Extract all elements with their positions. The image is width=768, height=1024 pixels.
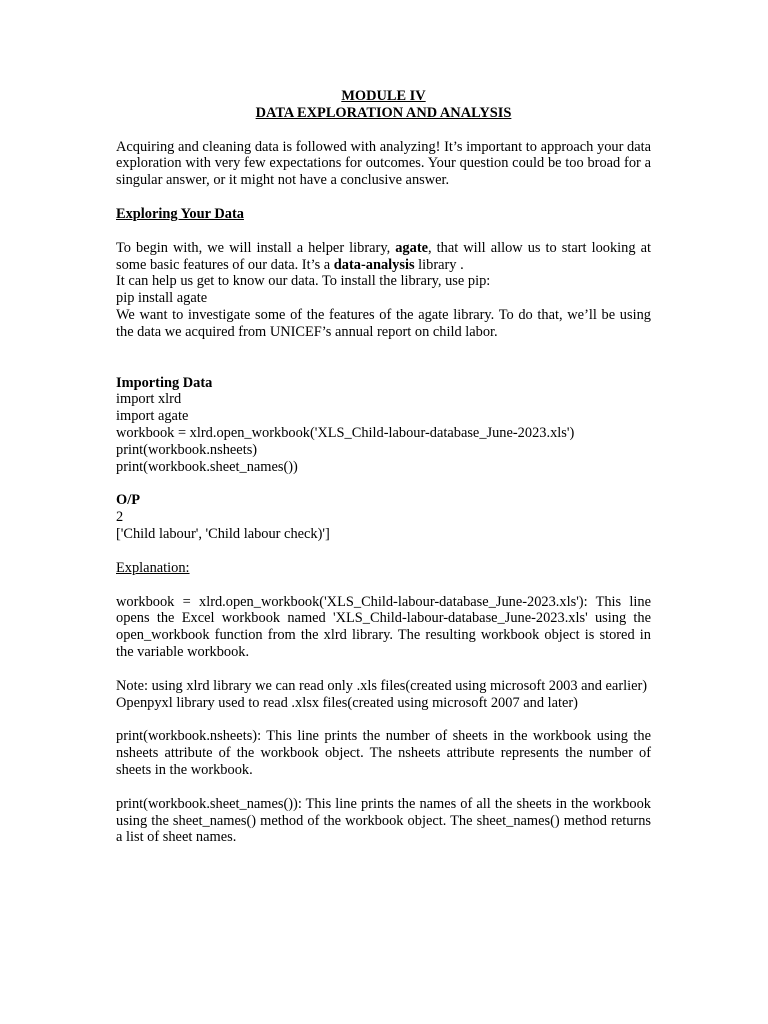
code-block — [116, 391, 651, 475]
section-heading-importing: Importing Data — [116, 374, 213, 391]
intro-paragraph: Acquiring and cleaning data is followed with analyzing! It’s important to approach your data exploration with very few expectations for outcomes. Your question could be too broad for a singular answer, or it might not have a conclusive answer. — [116, 138, 651, 189]
module-title: MODULE IV — [341, 88, 426, 104]
spacer — [116, 341, 651, 375]
output-line: ['Child labour', 'Child labour check)'] — [116, 525, 330, 542]
code-line: import agate — [116, 408, 189, 425]
spacer — [116, 711, 651, 728]
spacer — [116, 779, 651, 796]
spacer — [116, 661, 651, 678]
module-subtitle: DATA EXPLORATION AND ANALYSIS — [255, 104, 512, 121]
code-line: import xlrd — [116, 391, 182, 408]
output-line: 2 — [116, 509, 124, 526]
section-heading-exploring: Exploring Your Data — [116, 205, 244, 222]
note-xlrd: Note: using xlrd library we can read only .xls files(created using microsoft 2003 and earlier) — [116, 677, 648, 694]
exploring-paragraph — [116, 240, 651, 274]
code-line: print(workbook.nsheets) — [116, 441, 258, 458]
document-page — [116, 88, 651, 846]
spacer — [116, 223, 651, 240]
section-heading-explanation: Explanation: — [116, 559, 190, 576]
explanation-paragraph-3: print(workbook.sheet_names()): This line prints the names of all the sheets in the workbook using the sheet_names() method of the workbook object. The sheet_names() method returns a list of sheet names. — [116, 795, 651, 846]
code-line: workbook = xlrd.open_workbook('XLS_Child-labour-database_June-2023.xls') — [116, 424, 575, 441]
data-analysis-term: data-analysis — [333, 256, 415, 273]
code-line: print(workbook.sheet_names()) — [116, 458, 298, 475]
explanation-paragraph-1: workbook = xlrd.open_workbook('XLS_Child-labour-database_June-2023.xls'): This line opens the Excel workbook named 'XLS_Child-labour-database_June-2023.xls' using the open_workbook function from the xlrd library. The resulting workbook object is stored in the variable workbook. — [116, 593, 651, 660]
investigate-paragraph: We want to investigate some of the features of the agate library. To do that, we’ll be using the data we acquired from UNICEF’s annual report on child labor. — [116, 306, 651, 340]
note-openpyxl: Openpyxl library used to read .xlsx files(created using microsoft 2007 and later) — [116, 694, 578, 711]
install-hint: It can help us get to know our data. To install the library, use pip: — [116, 273, 491, 290]
pip-command: pip install agate — [116, 290, 208, 307]
section-heading-output: O/P — [116, 492, 140, 509]
spacer — [116, 577, 651, 594]
explanation-paragraph-2: print(workbook.nsheets): This line prints the number of sheets in the workbook using the nsheets attribute of the workbook object. The nsheets attribute represents the number of sheets in the workbook. — [116, 728, 651, 778]
spacer — [116, 543, 651, 560]
agate-term: agate — [395, 239, 428, 256]
spacer — [116, 122, 651, 139]
exploring-text-start: To begin with, we will install a helper library, — [116, 239, 396, 256]
exploring-text-end: library . — [414, 256, 464, 273]
spacer — [116, 189, 651, 206]
spacer — [116, 475, 651, 492]
exploring-text-mid: , that will allow us to start looking at some basic features of our data. It’s a — [116, 239, 651, 273]
